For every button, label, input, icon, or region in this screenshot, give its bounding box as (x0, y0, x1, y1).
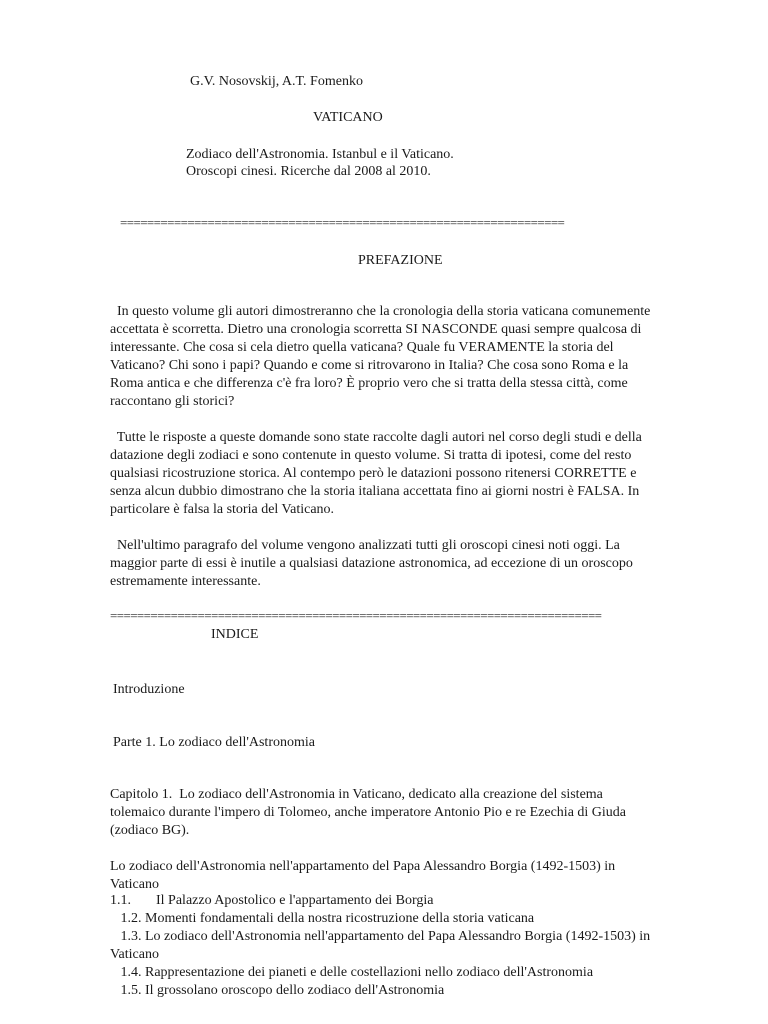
toc-item-1-2: 1.2. Momenti fondamentali della nostra ricostruzione della storia vaticana (110, 911, 535, 926)
preface-p3-line: Nell'ultimo paragrafo del volume vengono analizzati tutti gli oroscopi cinesi noti oggi. La (110, 538, 620, 553)
preface-heading: PREFAZIONE (358, 253, 443, 268)
toc-capitolo-1-line: Capitolo 1. Lo zodiaco dell'Astronomia in Vaticano, dedicato alla creazione del sistema (110, 787, 603, 802)
toc-item-1-1-number: 1.1. (110, 893, 131, 908)
preface-p2-line: senza alcun dubbio dimostrano che la storia italiana accettata fino ai giorni nostri è FALSA. In (110, 484, 640, 499)
preface-p2-line: Tutte le risposte a queste domande sono state raccolte dagli autori nel corso degli studi e della (110, 430, 642, 445)
separator-rule-2: ========================================================================= (110, 609, 602, 623)
preface-p2-line: datazione degli zodiaci e sono contenute in questo volume. Si tratta di ipotesi, come del resto (110, 448, 632, 463)
preface-p1-line: accettata è scorretta. Dietro una cronologia scorretta SI NASCONDE quasi sempre qualcosa di (110, 322, 642, 337)
document-title: VATICANO (313, 110, 383, 125)
preface-p1-line: raccontano gli storici? (110, 394, 235, 409)
toc-section-line: Vaticano (110, 877, 159, 892)
preface-p3-line: maggior parte di essi è inutile a qualsiasi datazione astronomica, ad eccezione di un oroscopo (110, 556, 633, 571)
toc-parte-1: Parte 1. Lo zodiaco dell'Astronomia (113, 735, 315, 750)
separator-rule-1: ================================================================== (120, 216, 565, 230)
preface-p1-line: interessante. Che cosa si cela dietro quella vaticana? Quale fu VERAMENTE la storia del (110, 340, 614, 355)
index-heading: INDICE (211, 627, 259, 642)
preface-p3-line: estremamente interessante. (110, 574, 261, 589)
toc-item-1-3: 1.3. Lo zodiaco dell'Astronomia nell'appartamento del Papa Alessandro Borgia (1492-1503) in (110, 929, 651, 944)
toc-item-1-1: Il Palazzo Apostolico e l'appartamento dei Borgia (156, 893, 434, 908)
toc-capitolo-1-line: tolemaico durante l'impero di Tolomeo, anche imperatore Antonio Pio e re Ezechia di Giuda (110, 805, 627, 820)
toc-item-1-5: 1.5. Il grossolano oroscopo dello zodiaco dell'Astronomia (110, 983, 445, 998)
toc-capitolo-1-line: (zodiaco BG). (110, 823, 190, 838)
preface-p2-line: particolare è falsa la storia del Vaticano. (110, 502, 335, 517)
toc-introduzione: Introduzione (113, 682, 185, 697)
toc-section-line: Lo zodiaco dell'Astronomia nell'appartamento del Papa Alessandro Borgia (1492-1503) in (110, 859, 616, 874)
preface-p2-line: qualsiasi ricostruzione storica. Al contempo però le datazioni possono ritenersi CORRETTE e (110, 466, 637, 481)
toc-item-1-4: 1.4. Rappresentazione dei pianeti e delle costellazioni nello zodiaco dell'Astronomia (110, 965, 594, 980)
subtitle-line-1: Zodiaco dell'Astronomia. Istanbul e il Vaticano. (186, 147, 454, 162)
preface-p1-line: In questo volume gli autori dimostreranno che la cronologia della storia vaticana comunemente (110, 304, 651, 319)
preface-p1-line: Roma antica e che differenza c'è fra loro? È proprio vero che si tratta della stessa città, come (110, 376, 628, 391)
toc-item-1-3-cont: Vaticano (110, 947, 159, 962)
preface-p1-line: Vaticano? Chi sono i papi? Quando e come si ritrovarono in Italia? Che cosa sono Roma e la (110, 358, 629, 373)
subtitle-line-2: Oroscopi cinesi. Ricerche dal 2008 al 2010. (186, 164, 431, 179)
authors-line: G.V. Nosovskij, A.T. Fomenko (190, 74, 363, 89)
